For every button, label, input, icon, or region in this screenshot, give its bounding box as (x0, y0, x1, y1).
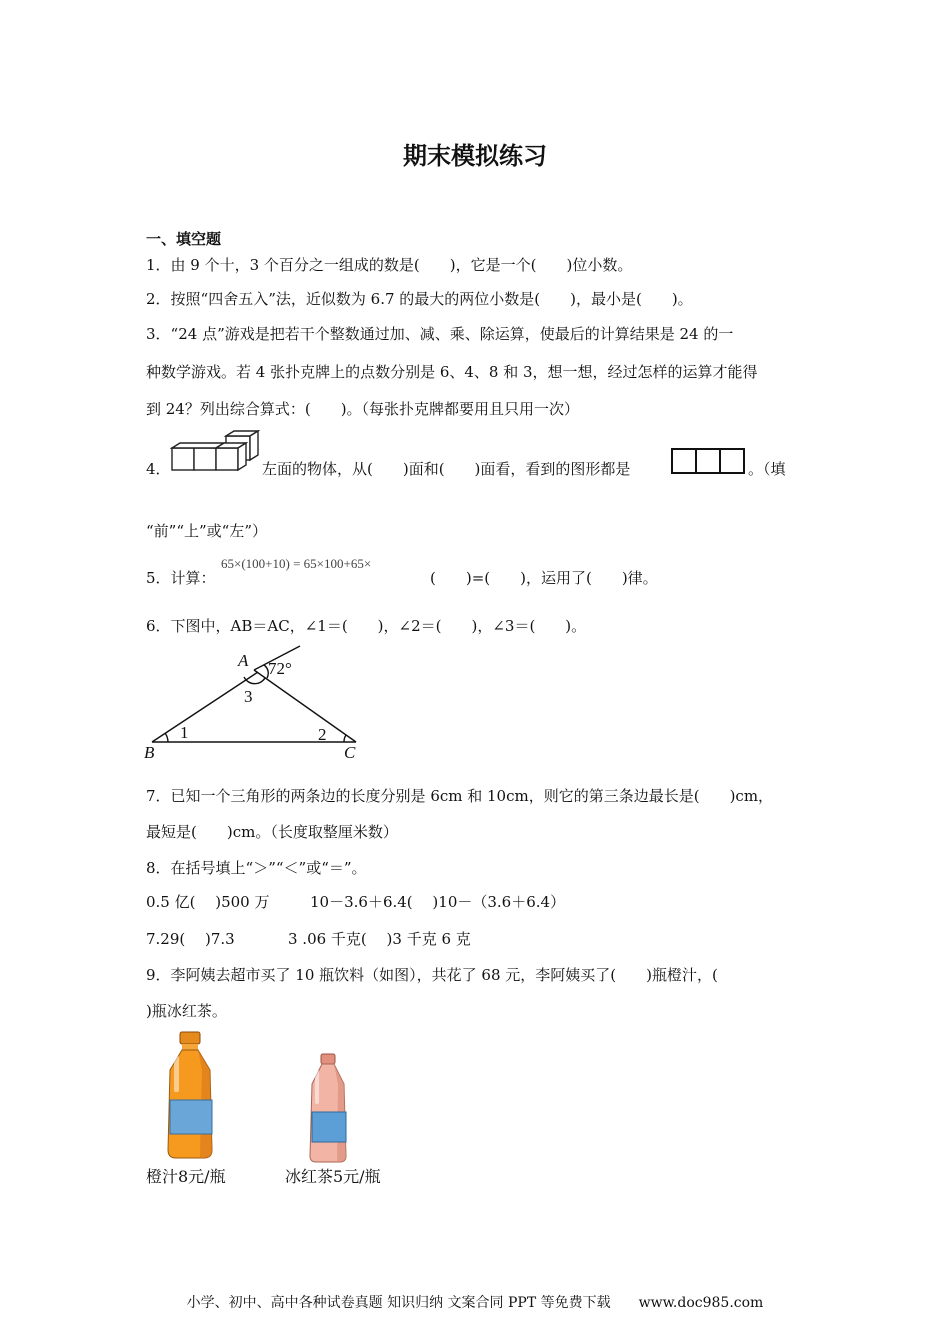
question-8-c: 7.29( )7.3 (146, 930, 235, 948)
question-5-formula: 65×(100+10) = 65×100+65× (221, 556, 372, 571)
section-heading: 一、填空题 (146, 230, 222, 248)
question-9-line-2: )瓶冰红茶。 (146, 1002, 227, 1020)
question-4-line-2: “前”“上”或“左”） (146, 522, 268, 540)
angle-72-label: 72° (268, 659, 292, 678)
question-8-a: 0.5 亿( )500 万 (146, 893, 270, 911)
question-4-text: 左面的物体，从( )面和( )面看，看到的图形都是 (262, 460, 631, 478)
question-4-number: 4． (146, 460, 171, 478)
orange-juice-bottle-icon (162, 1030, 218, 1160)
page-footer: 小学、初中、高中各种试卷真题 知识归纳 文案合同 PPT 等免费下载 www.doc985.com (186, 1295, 764, 1311)
triangle-figure (140, 644, 380, 764)
question-1: 1．由 9 个十，3 个百分之一组成的数是( )，它是一个( )位小数。 (146, 256, 633, 274)
question-7-line-2: 最短是( )cm。（长度取整厘米数） (146, 823, 398, 841)
vertex-b-label: B (144, 743, 155, 762)
iced-tea-price-label: 冰红茶5元/瓶 (285, 1167, 381, 1186)
vertex-a-label: A (238, 651, 249, 670)
cubes-figure (170, 430, 262, 474)
angle-3-label: 3 (244, 687, 253, 706)
angle-1-label: 1 (180, 723, 189, 742)
orange-juice-price-label: 橙汁8元/瓶 (146, 1167, 226, 1186)
three-squares-view-figure (670, 447, 748, 475)
iced-tea-bottle-icon (306, 1052, 350, 1164)
page-title: 期末模拟练习 (403, 142, 547, 170)
question-4-tail: 。（填 (748, 460, 786, 478)
angle-2-label: 2 (318, 725, 327, 744)
question-8-b: 10－3.6＋6.4( )10－（3.6＋6.4） (310, 893, 566, 911)
question-8-d: 3 .06 千克( )3 千克 6 克 (288, 930, 471, 948)
question-2: 2．按照“四舍五入”法，近似数为 6.7 的最大的两位小数是( )，最小是( )。 (146, 290, 693, 308)
question-8: 8．在括号填上“＞”“＜”或“＝”。 (146, 859, 367, 877)
question-9-line-1: 9．李阿姨去超市买了 10 瓶饮料（如图），共花了 68 元，李阿姨买了( )瓶橙汁，( (146, 966, 718, 984)
question-7-line-1: 7．已知一个三角形的两条边的长度分别是 6cm 和 10cm，则它的第三条边最长是( )cm， (146, 787, 774, 805)
question-3-line-2: 种数学游戏。若 4 张扑克牌上的点数分别是 6、4、8 和 3，想一想，经过怎样的运算才能得 (146, 363, 758, 381)
question-6: 6．下图中，AB＝AC，∠1＝( )，∠2＝( )，∠3＝( )。 (146, 617, 587, 635)
question-3-line-1: 3．“24 点”游戏是把若干个整数通过加、减、乘、除运算，使最后的计算结果是 24 的一 (146, 325, 734, 343)
question-5-rest: ( )=( )，运用了( )律。 (430, 569, 658, 587)
question-3-line-3: 到 24？列出综合算式：( )。（每张扑克牌都要用且只用一次） (146, 400, 580, 418)
vertex-c-label: C (344, 743, 356, 762)
question-5-label: 5．计算： (146, 569, 216, 587)
